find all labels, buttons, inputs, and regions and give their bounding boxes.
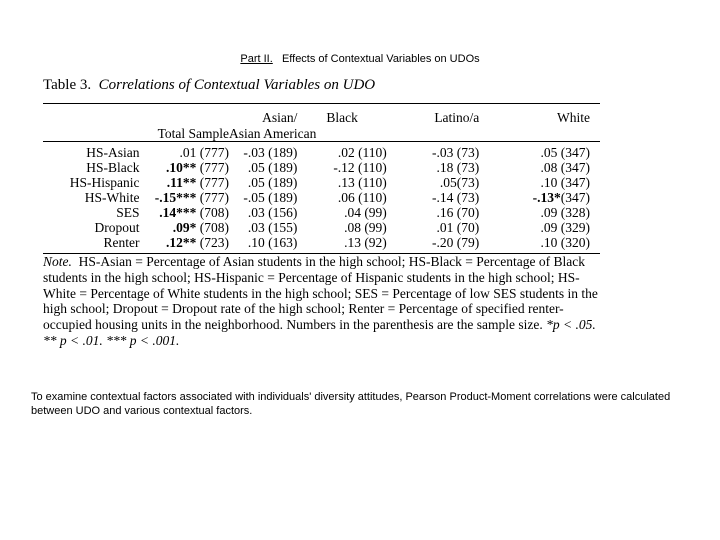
cell-latino: -.03 (73) <box>432 145 480 160</box>
cell-total: -.15*** (777) <box>154 190 229 205</box>
cell-total: .01 (777) <box>179 145 229 160</box>
part-title-text: Effects of Contextual Variables on UDOs <box>281 53 480 65</box>
table-row <box>43 220 600 235</box>
cell-black: .13 (110) <box>337 175 387 190</box>
header-asian-line1: Asian/ <box>262 110 298 125</box>
cell-black: .02 (110) <box>337 145 387 160</box>
note-text: HS-Asian = Percentage of Asian students in the high school; HS-Black = Percentage of Black students in the high school; HS-Hispanic = Percentage of Hispanic students in the high school; HS-White = Percentage of White students in the high school; SES = Percentage of low SES students in the high school; Dropout = Dropout rate of the high school; Renter = Percentage of specified renter-occupied housing units in the neighborhood. Numbers in the parenthesis are the sample size. <box>43 254 598 333</box>
cell-latino: .01 (70) <box>436 220 480 235</box>
table-row <box>43 145 600 160</box>
cell-white: .09 (329) <box>540 220 590 235</box>
cell-asian: .05 (189) <box>247 160 298 175</box>
cell-white: -.13*(347) <box>532 190 590 205</box>
note-significance: *p < .05. ** p < .01. *** p < .001. <box>43 317 596 348</box>
row-label: HS-Hispanic <box>69 175 140 190</box>
header-asian-line2: Asian American <box>228 125 317 141</box>
part-title <box>0 53 720 65</box>
cell-asian: -.03 (189) <box>243 145 298 160</box>
cell-black: .13 (92) <box>344 235 387 250</box>
table-row <box>43 205 600 220</box>
table-caption <box>43 77 375 94</box>
table-note <box>43 254 603 349</box>
header-row-2 <box>43 125 600 141</box>
cell-total: .12** (723) <box>165 235 229 250</box>
cell-latino: .18 (73) <box>436 160 480 175</box>
note-label: Note. <box>43 254 72 269</box>
row-label: Renter <box>103 235 140 250</box>
cell-asian: .10 (163) <box>247 235 298 250</box>
cell-black: .08 (99) <box>344 220 387 235</box>
cell-total: .11** (777) <box>166 175 229 190</box>
part-label: Part II. <box>240 53 273 65</box>
row-label: Dropout <box>94 220 140 235</box>
table-number: Table 3. <box>43 77 92 93</box>
cell-asian: .05 (189) <box>247 175 298 190</box>
cell-black: .06 (110) <box>337 190 387 205</box>
cell-latino: .16 (70) <box>436 205 480 220</box>
table-row <box>43 235 600 250</box>
table-row <box>43 175 600 190</box>
cell-white: .10 (320) <box>540 235 590 250</box>
row-label: HS-Asian <box>86 145 140 160</box>
header-white: White <box>557 110 590 125</box>
table-row <box>43 190 600 205</box>
header-black: Black <box>326 110 358 125</box>
cell-black: -.12 (110) <box>333 160 387 175</box>
header-latino: Latino/a <box>434 110 480 125</box>
row-label: SES <box>116 205 140 220</box>
cell-asian: .03 (155) <box>247 220 298 235</box>
table-caption-text: Correlations of Contextual Variables on UDO <box>98 77 376 93</box>
cell-white: .10 (347) <box>540 175 590 190</box>
cell-latino: -.14 (73) <box>432 190 480 205</box>
cell-black: .04 (99) <box>344 205 387 220</box>
cell-total: .09* (708) <box>172 220 229 235</box>
correlation-table <box>43 110 600 250</box>
cell-asian: .03 (156) <box>247 205 298 220</box>
body-paragraph: To examine contextual factors associated with individuals' diversity attitudes, Pearson Product-Moment correlations were calculated between UDO and various contextual factors. <box>31 391 671 417</box>
cell-latino: -.20 (79) <box>432 235 480 250</box>
cell-white: .05 (347) <box>540 145 590 160</box>
cell-latino: .05(73) <box>439 175 480 190</box>
cell-asian: -.05 (189) <box>243 190 298 205</box>
cell-white: .08 (347) <box>540 160 590 175</box>
header-total: Total Sample <box>157 125 229 141</box>
header-row-1 <box>43 110 600 125</box>
cell-total: .14*** (708) <box>159 205 229 220</box>
cell-total: .10** (777) <box>165 160 229 175</box>
row-label: HS-White <box>84 190 140 205</box>
table-top-rule <box>43 103 600 104</box>
table-row <box>43 160 600 175</box>
cell-white: .09 (328) <box>540 205 590 220</box>
row-label: HS-Black <box>86 160 140 175</box>
